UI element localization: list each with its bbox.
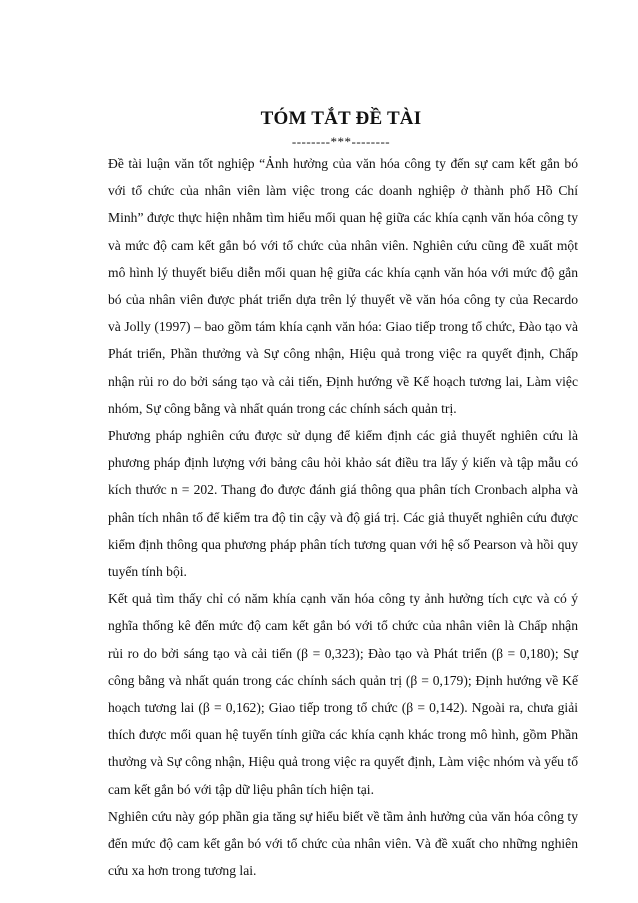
abstract-body [108,150,578,884]
document-title: TÓM TẮT ĐỀ TÀI [260,108,422,129]
title-separator: --------***-------- [291,134,391,149]
paragraph-contribution: Nghiên cứu này góp phần gia tăng sự hiểu biết về tầm ảnh hưởng của văn hóa công ty đến mức độ cam kết gắn bó với tổ chức của nhân viên. Và đề xuất cho những nghiên cứu xa hơn trong tương lai. [108,808,578,879]
paragraph-topic: Đề tài luận văn tốt nghiệp “Ảnh hưởng của văn hóa công ty đến sự cam kết gắn bó với tổ chức của nhân viên làm việc trong các doanh nghiệp ở thành phố Hồ Chí Minh” được thực hiện nhằm tìm hiểu mối quan hệ giữa các khía cạnh văn hóa công ty và mức độ cam kết gắn bó với tổ chức của nhân viên. Nghiên cứu cũng đề xuất một mô hình lý thuyết biểu diễn mối quan hệ giữa các khía cạnh văn hóa với mức độ gắn bó của nhân viên được phát triển dựa trên lý thuyết về văn hóa công ty của Recardo và Jolly (1997) – bao gồm tám khía cạnh văn hóa: Giao tiếp trong tổ chức, Đào tạo và Phát triển, Phần thưởng và Sự công nhận, Hiệu quả trong việc ra quyết định, Chấp nhận rủi ro do bởi sáng tạo và cải tiến, Định hướng về Kế hoạch tương lai, Làm việc nhóm, Sự công bằng và nhất quán trong các chính sách quản trị. [108,156,578,416]
paragraph-methodology: Phương pháp nghiên cứu được sử dụng để kiểm định các giả thuyết nghiên cứu là phương pháp định lượng với bảng câu hỏi khảo sát điều tra lấy ý kiến và tập mẫu có kích thước n = 202. Thang đo được đánh giá thông qua phân tích Cronbach alpha và phân tích nhân tố để kiểm tra độ tin cậy và độ giá trị. Các giả thuyết nghiên cứu được kiểm định thông qua phương pháp phân tích tương quan với hệ số Pearson và hồi quy tuyến tính bội. [108,428,578,580]
paragraph-results: Kết quả tìm thấy chỉ có năm khía cạnh văn hóa công ty ảnh hưởng tích cực và có ý nghĩa thống kê đến mức độ cam kết gắn bó với tổ chức của nhân viên là Chấp nhận rủi ro do bởi sáng tạo và cải tiến (β = 0,323); Đào tạo và Phát triển (β = 0,180); Sự công bằng và nhất quán trong các chính sách quản trị (β = 0,179); Định hướng về Kế hoạch tương lai (β = 0,162); Giao tiếp trong tổ chức (β = 0,142). Ngoài ra, chưa giải thích được mối quan hệ tuyến tính giữa các khía cạnh khác trong mô hình, gồm Phần thưởng và Sự công nhận, Hiệu quả trong việc ra quyết định, Làm việc nhóm và yếu tố cam kết gắn bó với tập dữ liệu phân tích hiện tại. [108,591,578,797]
